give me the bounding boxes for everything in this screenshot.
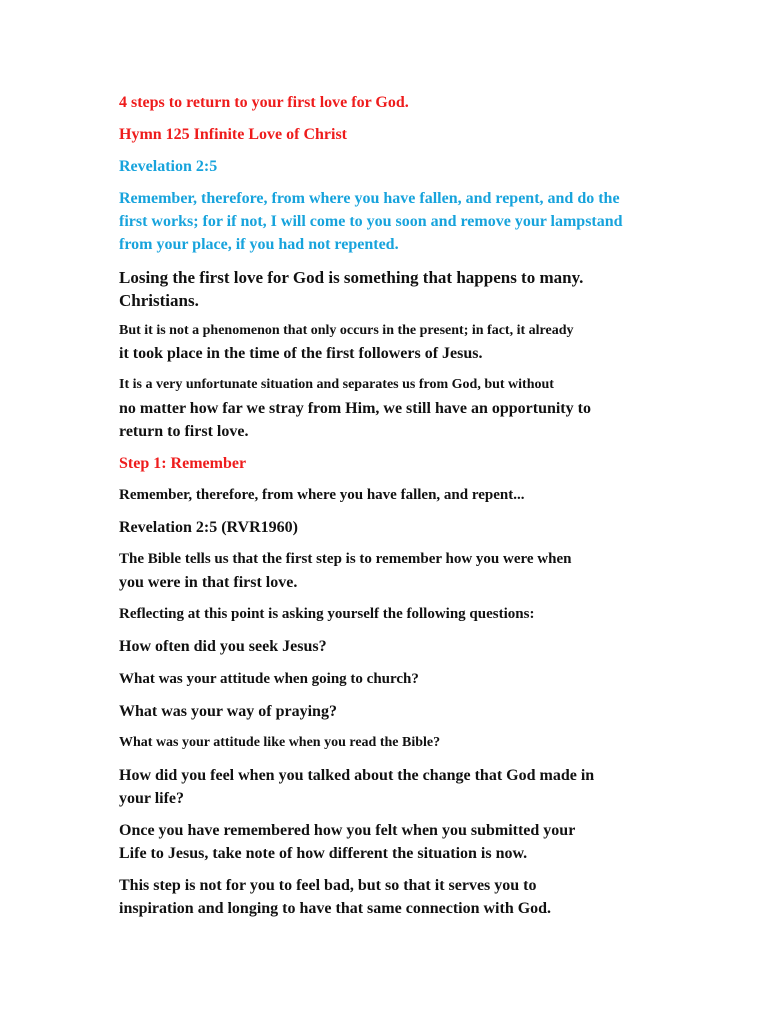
- question-item: What was your way of praying?: [119, 703, 337, 720]
- paragraph-line: inspiration and longing to have that same connection with God.: [119, 900, 552, 917]
- verse-reference: Revelation 2:5: [119, 158, 218, 175]
- scripture-reference: Revelation 2:5 (RVR1960): [119, 519, 298, 536]
- question-item: How often did you seek Jesus?: [119, 638, 327, 655]
- paragraph-line: Christians.: [119, 291, 199, 310]
- paragraph-line: it took place in the time of the first followers of Jesus.: [119, 345, 483, 362]
- question-item: How did you feel when you talked about the change that God made in: [119, 767, 595, 784]
- paragraph-line: no matter how far we stray from Him, we still have an opportunity to: [119, 400, 591, 417]
- verse-text-line: Remember, therefore, from where you have fallen, and repent, and do the: [119, 190, 620, 207]
- question-item: What was your attitude like when you read the Bible?: [119, 735, 441, 750]
- question-item: your life?: [119, 790, 185, 807]
- step1-heading: Step 1: Remember: [119, 455, 247, 472]
- paragraph-line: you were in that first love.: [119, 574, 298, 591]
- paragraph-line: But it is not a phenomenon that only occurs in the present; in fact, it already: [119, 323, 574, 338]
- verse-text-line: first works; for if not, I will come to you soon and remove your lampstand: [119, 213, 623, 230]
- paragraph-line: Once you have remembered how you felt when you submitted your: [119, 822, 576, 839]
- paragraph-line: return to first love.: [119, 423, 249, 440]
- scripture-quote: Remember, therefore, from where you have fallen, and repent...: [119, 487, 525, 503]
- question-item: What was your attitude when going to church?: [119, 671, 419, 687]
- paragraph-line: Reflecting at this point is asking yourself the following questions:: [119, 606, 535, 622]
- hymn-title: Hymn 125 Infinite Love of Christ: [119, 126, 347, 143]
- paragraph-line: It is a very unfortunate situation and separates us from God, but without: [119, 377, 554, 392]
- paragraph-line: This step is not for you to feel bad, but so that it serves you to: [119, 877, 537, 894]
- paragraph-line: Life to Jesus, take note of how different the situation is now.: [119, 845, 528, 862]
- document-title: 4 steps to return to your first love for God.: [119, 94, 409, 111]
- verse-text-line: from your place, if you had not repented.: [119, 236, 399, 253]
- paragraph-line: Losing the first love for God is something that happens to many.: [119, 268, 584, 287]
- paragraph-line: The Bible tells us that the first step is to remember how you were when: [119, 551, 572, 567]
